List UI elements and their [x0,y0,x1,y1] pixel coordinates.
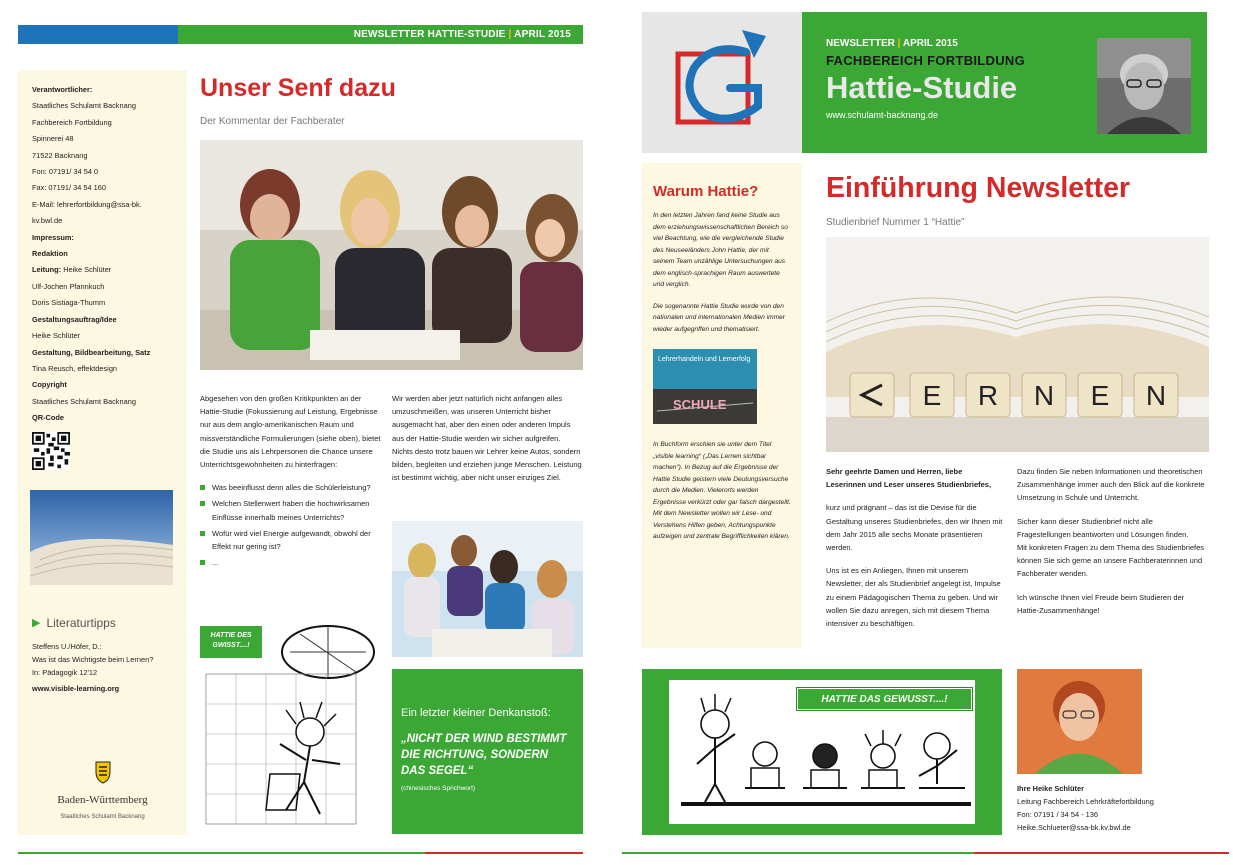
portrait-man [1097,38,1191,134]
greeting: Sehr geehrte Damen und Herren, liebe Leserinnen und Leser unseres Studienbriefes, [826,467,992,490]
why-hattie-sidebar [642,163,802,648]
letter-paragraph: Dazu finden Sie neben Informationen und theoretischen Zusammenhänge immer auch den Blick auf die konkrete Umsetzung in Schule und Unterricht. [1017,467,1205,503]
imprint-line: Spinnerei 48 [32,134,74,144]
masthead-title: Hattie-Studie [826,70,1018,105]
letter-tile-char: E [1090,380,1110,411]
classroom-photo [200,140,583,370]
qr-code [32,432,70,470]
thought-source: (chinesisches Sprichwort) [401,785,476,792]
topbar-date: APRIL 2015 [514,29,571,40]
list-item: ... [200,556,382,569]
group-photo [392,521,583,657]
bottom-rule-right [622,852,1229,854]
hattie-badge-big: HATTIE DAS GEWUSST....! [797,688,972,710]
article-col-2 [392,392,582,484]
masthead-newsletter: NEWSLETTER [826,38,895,49]
books-image [30,490,173,585]
thought-box [392,669,583,834]
list-item: Was beeinflusst denn alles die Schülerleistung? [200,481,382,494]
topbar-newsletter: NEWSLETTER HATTIE-STUDIE [353,29,506,40]
literature-heading-text: Literaturtipps [46,616,116,631]
book-cover [653,349,757,424]
thought-quote: „NICHT DER WIND BESTIMMT DIE RICHTUNG, SONDERN DAS SEGEL“ [401,733,567,777]
letter-paragraph: Mit konkreten Fragen zu dem Thema des Studienbriefes können Sie sich gerne an unsere Fachberaterinnen und Fachberater wenden. [1017,543,1205,579]
masthead-date: APRIL 2015 [902,38,958,49]
imprint-line[interactable]: E-Mail: lehrerfortbildung@ssa-bk. [32,199,142,209]
letter-tile [910,373,954,417]
imprint-line: Gestaltung, Bildbearbeitung, Satz [32,347,151,357]
masthead-department: FACHBEREICH FORTBILDUNG [826,53,1026,68]
masthead-separator: | [897,38,901,49]
why-hattie-paragraph: In Buchform erschien sie unter dem Titel „visible learning“ („Das Lernen sichtbar machen“). In Bezug auf die Ergebnisse der Hattie Studie geistern viele Deutungsversuche durch die Medien. Vielerorts werden Ergebnisse verkürzt oder gar falsch dargestellt. Mit dem Newsletter wollen wir Lese- und Verstehens Hilfen geben, Achtungspunkte aufzeigen und zentrale Begrifflichkeiten klären. [653,441,791,540]
literature-line: In: Pädagogik 12'12 [32,667,98,677]
imprint-line: Copyright [32,380,67,390]
question-list [200,481,382,569]
literature-line: Steffens U./Höfer, D.: [32,641,102,651]
lernen-photo [826,237,1209,452]
imprint-lines [32,82,173,427]
imprint-line: Staatliches Schulamt Backnang [32,101,136,111]
bw-logo [32,760,173,825]
letter-tile [1134,373,1178,417]
letter-col-1 [826,465,1004,640]
imprint-line: Fachbereich Fortbildung [32,117,112,127]
hattie-badge-small: HATTIE DES GWISST....! [200,626,262,658]
imprint-line: Leitung: Heike Schlüter [32,265,112,275]
imprint-line: kv.bwl.de [32,216,63,226]
why-hattie-paragraph: Die sogenannte Hattie Studie wurde von den nationalen und internationalen Medien immer wieder aufgegriffen und thematisiert. [653,302,785,333]
imprint-line: Gestaltungsauftrag/Idee [32,314,117,324]
imprint-line: Ulf-Jochen Pfannkuch [32,281,105,291]
article-paragraph: Wir werden aber jetzt natürlich nicht anfangen alles umzuschmeißen, was unseren Unterricht bisher ausgemacht hat, aber den einen oder anderen Impuls aus der Hattie-Studie werden wir sicher aufgreifen. Nichts desto trotz bauen wir Lehrer keine Autos, sondern bilden, begleiten und erziehen junge Menschen. Leistung ist bestimmt wichtig, aber nicht unser einziges Ziel. [392,394,582,483]
bw-title: Baden-Württemberg [57,794,148,807]
main-title: Einführung Newsletter [826,172,1131,204]
signature-email[interactable]: Heike.Schlueter@ssa-bk.kv.bwl.de [1017,823,1131,832]
imprint-line: Tina Reusch, effektdesign [32,363,118,373]
list-item: Wofür wird viel Energie aufgewandt, obwohl der Effekt nur gering ist? [200,527,382,553]
imprint-line: Fax: 07191/ 34 54 160 [32,183,106,193]
imprint-line: Fon: 07191/ 34 54 0 [32,167,99,177]
coat-of-arms-icon [93,760,113,784]
imprint-line: 71522 Backnang [32,150,88,160]
letter-tile [850,373,894,417]
letter-paragraph: Sicher kann dieser Studienbrief nicht alle Fragestellungen beantworten und Lösungen finden. [1017,516,1189,539]
imprint-line: Redaktion [32,249,68,259]
logo-box [642,12,802,153]
imprint-line: QR-Code [32,413,65,423]
imprint-line: Verantwortlicher: [32,85,93,94]
signature-phone: Fon: 07191 / 34 54 - 136 [1017,810,1098,819]
bottom-rule-left [18,852,583,854]
why-hattie-title: Warum Hattie? [653,183,759,200]
imprint-line: Staatliches Schulamt Backnang [32,396,136,406]
book-chalk-word: SCHULE [673,397,727,412]
letter-tile-char: E [922,380,942,411]
topbar-left [178,25,583,44]
letter-col-2 [1017,465,1207,627]
article-paragraph: Abgesehen von den großen Kritikpunkten an der Hattie-Studie (Fokussierung auf Leistung, Ergebnisse nur aus dem anglo-amerikanischen Raum und missverständliche Formulierungen (siehe oben), bietet die Studie uns als Lehrpersonen die Chance unsere Unterrichtsgewohnheiten zu hinterfragen: [200,394,381,470]
cartoon-box [642,669,1002,835]
page-title: Unser Senf dazu [200,74,396,102]
signature-name: Ihre Heike Schlüter [1017,784,1084,793]
schulamt-logo-icon [642,12,802,153]
masthead-url[interactable]: www.schulamt-backnang.de [826,110,939,120]
literature-link[interactable]: www.visible-learning.org [32,683,120,693]
topbar-blue-strip [18,25,178,44]
main-subtitle: Studienbrief Nummer 1 “Hattie” [826,217,965,228]
bw-subtitle: Staatliches Schulamt Backnang [60,813,145,820]
literature-tips [32,640,173,695]
imprint-line: Impressum: [32,232,74,242]
triangle-icon: ▶ [32,617,41,630]
thought-title: Ein letzter kleiner Denkanstoß: [401,707,551,719]
literature-line: Was ist das Wichtigste beim Lernen? [32,654,154,664]
letter-paragraph: Uns ist es ein Anliegen, Ihnen mit unserem Newsletter, der als Studienbrief angelegt ist, Impulse zu einem Pädagogischen Thema zu geben. Und wir wollen Sie dazu anregen, sich mit diesem Thema intensiver zu beschäftigen. [826,566,1001,629]
imprint-line: Heike Schlüter [32,331,81,341]
literature-heading [32,615,173,631]
imprint-sidebar [18,70,187,835]
letter-paragraph: kurz und prägnant – das ist die Devise für die Gestaltung unseres Studienbriefes, den wir Ihnen mit dem Jahr 2015 alle sechs Monate präsentieren werden. [826,503,1003,553]
why-hattie-paragraph: In den letzten Jahren fand keine Studie aus dem erziehungswissenschaftlichen Bereich so viel Beachtung, wie die vergleichende Studie des Neuseeländers John Hattie, der mit seinem Team unzählige Untersuchungen aus dem englisch-sprachigen Raum auswertete und verglich. [653,212,788,288]
list-item: Welchen Stellenwert haben die hochwirksamen Einflüsse innerhalb meines Unterrichts? [200,497,382,523]
letter-tile-char: N [1033,380,1055,411]
portrait-woman [1017,669,1142,774]
letter-tile [966,373,1010,417]
signature-role: Leitung Fachbereich Lehrkräftefortbildung [1017,797,1154,806]
letter-tile-char: R [977,380,999,411]
imprint-line: Doris Sistiaga-Thumm [32,298,106,308]
page-subtitle: Der Kommentar der Fachberater [200,116,345,127]
signature [1017,782,1154,834]
topbar-separator: | [508,29,512,40]
letter-tile [1022,373,1066,417]
cartoon-panel [669,680,975,824]
article-col-1 [200,392,382,572]
book-title: Lehrerhandeln und Lernerfolg [658,356,751,363]
letter-tile-char: N [1145,380,1167,411]
letter-tile [1078,373,1122,417]
letter-paragraph: Ich wünsche Ihnen viel Freude beim Studieren der Hattie-Zusammenhänge! [1017,592,1185,615]
